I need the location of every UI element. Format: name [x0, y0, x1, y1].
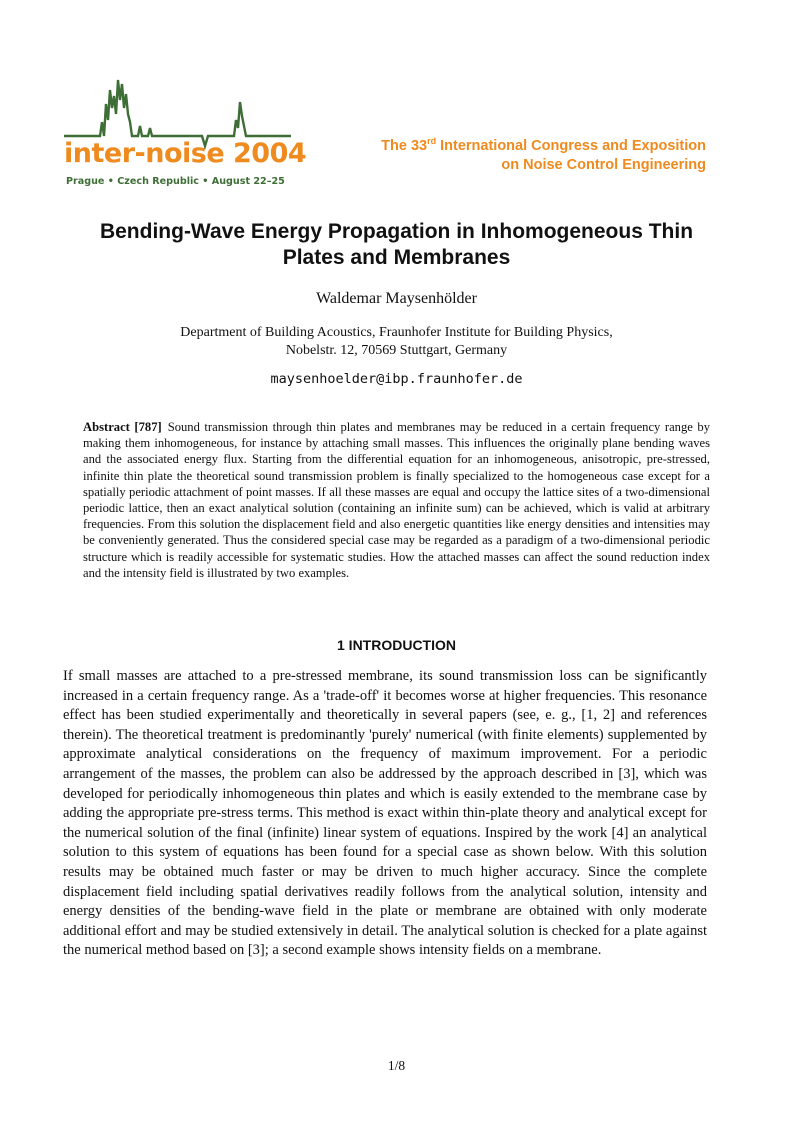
congress-ordinal: The 33	[381, 138, 428, 154]
congress-line-2: on Noise Control Engineering	[501, 157, 706, 173]
page-number: 1/8	[387, 1058, 406, 1073]
paper-title-line-2: Plates and Membranes	[282, 246, 511, 269]
abstract-text: Sound transmission through thin plates and membranes may be reduced in a certain frequency range by making them inhomogeneous, for instance by attaching small masses. This influences the originally plane bending waves and the associated energy flux. Starting from the differential equation for an inhomogeneous, anisotropic, pre-stressed, infinite thin plate the theoretical sound transmission problem is finally specialized to the homogeneous case except for a spatially periodic attachment of point masses. If all these masses are equal and occupy the lattice sites of a two-dimensional periodic lattice, then an exact analytical solution (containing an infinite sum) can be achieved, which is valid at arbitrary frequencies. From this solution the displacement field and also energetic quantities like energy densities and intensities may be conveniently generated. Thus the considered special case may be regarded as a paradigm of a two-dimensional periodic structure which is readily accessible for systematic studies. How the attached masses can affect the sound reduction index and the intensity field is illustrated by two examples.	[83, 420, 710, 580]
affiliation-line-1: Department of Building Acoustics, Fraunhofer Institute for Building Physics,	[180, 325, 613, 340]
affiliation-line-2: Nobelstr. 12, 70569 Stuttgart, Germany	[285, 343, 508, 358]
conference-logo	[62, 70, 307, 192]
congress-header	[381, 137, 706, 175]
abstract-label: Abstract [787]	[83, 420, 162, 434]
prague-skyline-line	[64, 80, 291, 146]
logo-tagline: Prague • Czech Republic • August 22–25	[66, 176, 285, 187]
abstract	[83, 419, 710, 581]
logo-title: inter-noise 2004	[64, 138, 307, 169]
introduction-paragraph: If small masses are attached to a pre-stressed membrane, its sound transmission loss can be significantly increased in a certain frequency range. As a 'trade-off' it becomes worse at higher frequencies. This resonance effect has been studied experimentally and theoretically in several papers (see, e. g., [1, 2] and references therein). The theoretical treatment is predominantly 'purely' numerical (with finite elements) supplemented by approximate analytical considerations on the frequency of maximum improvement. For a periodic arrangement of the masses, the problem can also be addressed by the approach described in [3], which was developed for periodically inhomogeneous thin plates and which is easily extended to the membrane case by adding the appropriate pre-stress terms. This method is exact within thin-plate theory and analytical except for the numerical solution of the final (infinite) linear system of equations. Inspired by the work [4] an analytical solution to this system of equations has been found for a special case as shown below. With this solution results may be obtained much faster or may be driven to much higher accuracy. Since the complete displacement field including spatial derivatives readily follows from the analytical solution, intensity and energy densities of the bending-wave field in the plate or membrane are obtained with only moderate additional effort and may be studied extensively in detail. The analytical solution is checked for a plate against the numerical method based on [3]; a second example shows intensity fields on a membrane.	[63, 668, 707, 959]
congress-name: International Congress and Exposition	[436, 138, 706, 154]
paper-title-line-1: Bending-Wave Energy Propagation in Inhomogeneous Thin	[99, 220, 694, 243]
author-name: Waldemar Maysenhölder	[316, 290, 477, 307]
author-email: maysenhoelder@ibp.fraunhofer.de	[270, 371, 523, 387]
congress-ordinal-suffix: rd	[427, 136, 437, 147]
paper-title	[60, 219, 733, 271]
affiliation	[60, 324, 733, 360]
congress-line-1	[381, 137, 706, 156]
section-heading: 1 INTRODUCTION	[337, 637, 456, 653]
